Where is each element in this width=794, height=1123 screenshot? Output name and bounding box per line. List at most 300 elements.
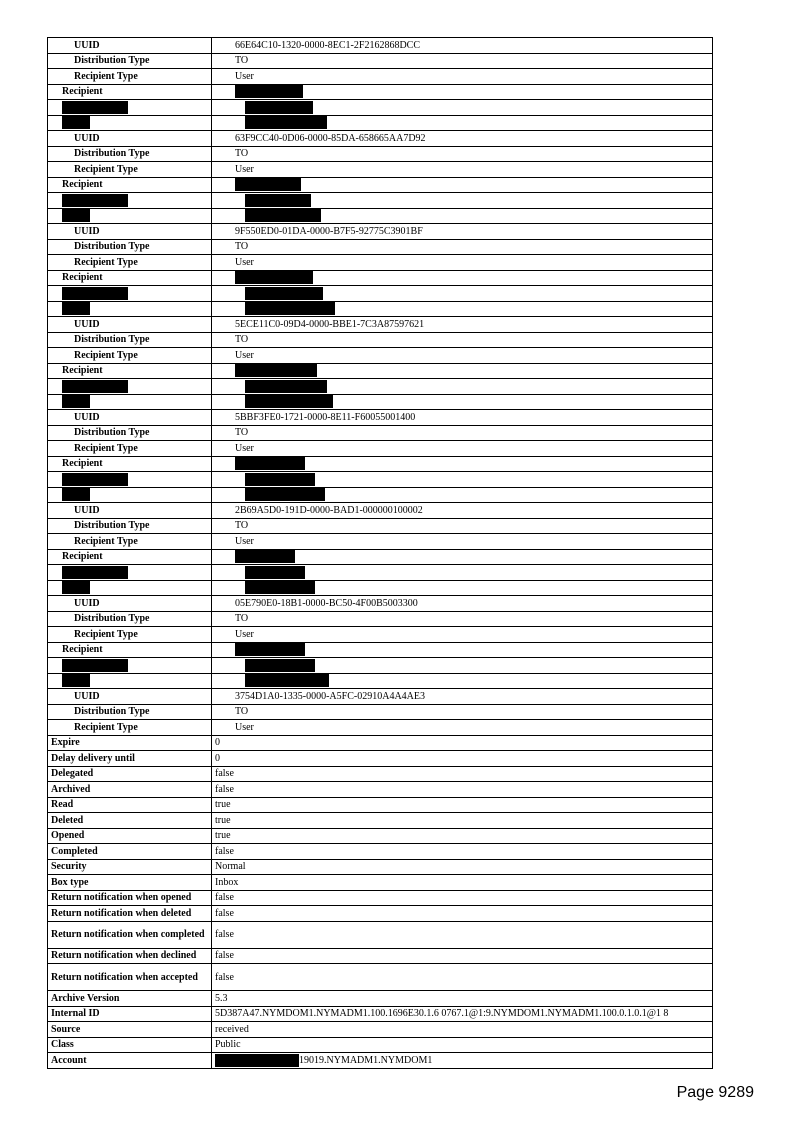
field-value-text: true	[215, 814, 231, 826]
field-label	[48, 991, 212, 1007]
record-rows	[48, 38, 713, 1069]
field-value-text: Public	[215, 1039, 241, 1051]
redaction-bar	[62, 287, 128, 300]
table-row	[48, 596, 713, 612]
field-value	[212, 720, 713, 736]
field-value-text: User	[235, 628, 254, 640]
field-label-text: Recipient Type	[74, 442, 138, 454]
table-row	[48, 813, 713, 829]
field-label	[48, 487, 212, 503]
field-value-text: true	[215, 799, 231, 811]
table-row	[48, 115, 713, 131]
field-value	[212, 379, 713, 395]
field-label	[48, 797, 212, 813]
field-value-text: 63F9CC40-0D06-0000-85DA-658665AA7D92	[235, 132, 426, 144]
field-value-text: TO	[235, 613, 249, 625]
table-row	[48, 410, 713, 426]
field-label-text: Delay delivery until	[51, 752, 135, 764]
table-row	[48, 456, 713, 472]
field-label-text: Distribution Type	[74, 334, 150, 346]
table-row	[48, 100, 713, 116]
field-label	[48, 379, 212, 395]
field-label-text: Return notification when declined	[51, 950, 197, 962]
table-row	[48, 658, 713, 674]
field-value	[212, 317, 713, 333]
field-label-text: Recipient	[62, 458, 103, 470]
field-value-text: 66E64C10-1320-0000-8EC1-2F2162868DCC	[235, 39, 420, 51]
field-label	[48, 782, 212, 798]
field-value	[212, 410, 713, 426]
table-row	[48, 38, 713, 54]
field-value-text: 9F550ED0-01DA-0000-B7F5-92775C3901BF	[235, 225, 423, 237]
field-value	[212, 964, 713, 991]
field-value	[212, 611, 713, 627]
redaction-bar	[62, 566, 128, 579]
field-label-text: Recipient Type	[74, 256, 138, 268]
redaction-bar	[245, 116, 327, 129]
field-value-text: 5BBF3FE0-1721-0000-8E11-F60055001400	[235, 411, 416, 423]
redaction-bar	[245, 209, 321, 222]
field-value-text: TO	[235, 334, 249, 346]
field-label-text: Deleted	[51, 814, 84, 826]
field-label	[48, 193, 212, 209]
table-row	[48, 828, 713, 844]
field-label	[48, 270, 212, 286]
table-row	[48, 177, 713, 193]
redaction-bar	[62, 302, 90, 315]
field-value-text: User	[235, 721, 254, 733]
field-label-text: Recipient Type	[74, 535, 138, 547]
record-table	[47, 37, 713, 1069]
table-row	[48, 487, 713, 503]
table-row	[48, 503, 713, 519]
field-label	[48, 964, 212, 991]
field-value-text: TO	[235, 148, 249, 160]
field-value	[212, 69, 713, 85]
table-row	[48, 964, 713, 991]
redaction-bar	[62, 101, 128, 114]
field-label-text: Recipient Type	[74, 163, 138, 175]
field-value	[212, 890, 713, 906]
field-label-text: UUID	[74, 318, 100, 330]
field-value-text: false	[215, 845, 234, 857]
table-row	[48, 890, 713, 906]
field-label	[48, 751, 212, 767]
field-value	[212, 472, 713, 488]
table-row	[48, 673, 713, 689]
field-value	[212, 704, 713, 720]
field-label-text: Recipient	[62, 86, 103, 98]
field-label	[48, 596, 212, 612]
field-value	[212, 84, 713, 100]
redaction-bar	[245, 287, 323, 300]
field-value	[212, 991, 713, 1007]
redaction-bar	[245, 674, 329, 687]
redaction-bar	[245, 566, 305, 579]
field-value	[212, 906, 713, 922]
field-value-text: User	[235, 70, 254, 82]
field-label	[48, 425, 212, 441]
field-value-text: 2B69A5D0-191D-0000-BAD1-000000100002	[235, 504, 423, 516]
field-label	[48, 363, 212, 379]
table-row	[48, 301, 713, 317]
redaction-bar	[235, 643, 305, 656]
table-row	[48, 704, 713, 720]
field-label-text: Return notification when deleted	[51, 907, 192, 919]
field-label	[48, 131, 212, 147]
table-row	[48, 224, 713, 240]
table-row	[48, 53, 713, 69]
field-label	[48, 673, 212, 689]
table-row	[48, 782, 713, 798]
field-label-text: Class	[51, 1039, 74, 1051]
table-row	[48, 1053, 713, 1069]
field-value-text: User	[235, 349, 254, 361]
field-value	[212, 487, 713, 503]
table-row	[48, 906, 713, 922]
table-row	[48, 286, 713, 302]
field-label	[48, 534, 212, 550]
field-value	[212, 146, 713, 162]
field-value-text: false	[215, 971, 234, 983]
field-label	[48, 549, 212, 565]
field-label	[48, 53, 212, 69]
field-value	[212, 394, 713, 410]
redaction-bar	[235, 178, 301, 191]
field-value-text: 5.3	[215, 992, 228, 1004]
field-label	[48, 224, 212, 240]
field-value	[212, 813, 713, 829]
redaction-bar	[245, 194, 311, 207]
field-value	[212, 627, 713, 643]
field-label-text: UUID	[74, 504, 100, 516]
redaction-bar	[62, 488, 90, 501]
field-label-text: Distribution Type	[74, 613, 150, 625]
field-value	[212, 208, 713, 224]
field-label-text: Source	[51, 1023, 81, 1035]
field-label	[48, 875, 212, 891]
field-label	[48, 255, 212, 271]
table-row	[48, 611, 713, 627]
redaction-bar	[62, 674, 90, 687]
field-value-text: Inbox	[215, 876, 239, 888]
table-row	[48, 208, 713, 224]
field-value-text: TO	[235, 55, 249, 67]
field-label-text: Distribution Type	[74, 55, 150, 67]
table-row	[48, 270, 713, 286]
redaction-bar	[245, 395, 333, 408]
field-value	[212, 177, 713, 193]
field-label	[48, 565, 212, 581]
field-value-text: User	[235, 535, 254, 547]
field-value-text: 3754D1A0-1335-0000-A5FC-02910A4A4AE3	[235, 690, 425, 702]
field-label-text: Box type	[51, 876, 89, 888]
table-row	[48, 348, 713, 364]
field-value-text: 19019.NYMADM1.NYMDOM1	[299, 1054, 433, 1066]
table-row	[48, 991, 713, 1007]
table-row	[48, 921, 713, 948]
table-row	[48, 1022, 713, 1038]
table-row	[48, 689, 713, 705]
redaction-bar	[62, 380, 128, 393]
table-row	[48, 1006, 713, 1022]
field-value	[212, 53, 713, 69]
field-label-text: Read	[51, 799, 74, 811]
field-label-text: Return notification when opened	[51, 892, 192, 904]
field-value	[212, 301, 713, 317]
field-value	[212, 565, 713, 581]
field-label	[48, 813, 212, 829]
field-label	[48, 642, 212, 658]
field-label	[48, 394, 212, 410]
field-value	[212, 689, 713, 705]
redaction-bar	[245, 473, 315, 486]
field-value	[212, 658, 713, 674]
field-value	[212, 286, 713, 302]
field-label	[48, 580, 212, 596]
field-value	[212, 797, 713, 813]
field-label	[48, 1022, 212, 1038]
field-value-text: TO	[235, 706, 249, 718]
redaction-bar	[235, 271, 313, 284]
field-label	[48, 518, 212, 534]
field-value-text: 5ECE11C0-09D4-0000-BBE1-7C3A87597621	[235, 318, 425, 330]
field-label	[48, 720, 212, 736]
field-label	[48, 301, 212, 317]
table-row	[48, 332, 713, 348]
field-label-text: Distribution Type	[74, 148, 150, 160]
field-label-text: UUID	[74, 225, 100, 237]
field-label-text: Recipient Type	[74, 721, 138, 733]
field-label-text: Account	[51, 1054, 87, 1066]
field-value	[212, 224, 713, 240]
table-row	[48, 735, 713, 751]
redaction-bar	[245, 101, 313, 114]
table-row	[48, 425, 713, 441]
redaction-bar	[62, 395, 90, 408]
field-label-text: Recipient	[62, 272, 103, 284]
table-row	[48, 84, 713, 100]
field-label	[48, 441, 212, 457]
field-label-text: Expire	[51, 737, 80, 749]
redaction-bar	[62, 194, 128, 207]
field-label-text: Distribution Type	[74, 241, 150, 253]
redaction-bar	[245, 659, 315, 672]
table-row	[48, 146, 713, 162]
field-value	[212, 270, 713, 286]
table-row	[48, 642, 713, 658]
field-value	[212, 859, 713, 875]
field-label	[48, 704, 212, 720]
field-value-text: 05E790E0-18B1-0000-BC50-4F00B5003300	[235, 597, 418, 609]
field-label	[48, 890, 212, 906]
field-label	[48, 115, 212, 131]
table-row	[48, 875, 713, 891]
field-label	[48, 1037, 212, 1053]
table-row	[48, 627, 713, 643]
field-label	[48, 689, 212, 705]
table-row	[48, 472, 713, 488]
redaction-bar	[245, 581, 315, 594]
field-value-text: User	[235, 442, 254, 454]
table-row	[48, 549, 713, 565]
table-row	[48, 441, 713, 457]
table-row	[48, 162, 713, 178]
field-value-text: true	[215, 830, 231, 842]
field-label	[48, 317, 212, 333]
field-label-text: Recipient	[62, 551, 103, 563]
redaction-bar	[62, 116, 90, 129]
field-label	[48, 472, 212, 488]
redaction-bar	[62, 659, 128, 672]
field-value-text: 0	[215, 737, 220, 749]
table-row	[48, 518, 713, 534]
field-value	[212, 348, 713, 364]
field-value-text: TO	[235, 241, 249, 253]
field-label-text: UUID	[74, 39, 100, 51]
field-value-text: Normal	[215, 861, 246, 873]
field-value	[212, 766, 713, 782]
field-value	[212, 1053, 713, 1069]
field-label-text: Distribution Type	[74, 427, 150, 439]
field-label	[48, 503, 212, 519]
field-value-text: User	[235, 163, 254, 175]
field-label	[48, 658, 212, 674]
field-label-text: Internal ID	[51, 1008, 100, 1020]
field-label-text: UUID	[74, 411, 100, 423]
field-value	[212, 363, 713, 379]
field-label	[48, 38, 212, 54]
table-row	[48, 239, 713, 255]
field-label	[48, 766, 212, 782]
field-label-text: Completed	[51, 845, 98, 857]
table-row	[48, 1037, 713, 1053]
field-value	[212, 1037, 713, 1053]
field-label-text: Delegated	[51, 768, 94, 780]
field-label	[48, 828, 212, 844]
field-label-text: Distribution Type	[74, 520, 150, 532]
field-label-text: UUID	[74, 597, 100, 609]
field-value-text: TO	[235, 520, 249, 532]
field-value	[212, 239, 713, 255]
field-label	[48, 84, 212, 100]
table-row	[48, 797, 713, 813]
field-label-text: Recipient	[62, 179, 103, 191]
redaction-bar	[62, 581, 90, 594]
field-label-text: Recipient Type	[74, 628, 138, 640]
redaction-bar	[235, 457, 305, 470]
field-value	[212, 425, 713, 441]
field-label-text: Opened	[51, 830, 85, 842]
field-value	[212, 38, 713, 54]
table-row	[48, 193, 713, 209]
field-label-text: Recipient Type	[74, 70, 138, 82]
field-value	[212, 131, 713, 147]
field-label-text: Return notification when completed	[51, 929, 205, 940]
redaction-bar	[235, 364, 317, 377]
field-label	[48, 859, 212, 875]
field-label	[48, 239, 212, 255]
field-value	[212, 456, 713, 472]
table-row	[48, 317, 713, 333]
field-value	[212, 596, 713, 612]
field-value	[212, 518, 713, 534]
field-value	[212, 1006, 713, 1022]
table-row	[48, 379, 713, 395]
field-label-text: Distribution Type	[74, 706, 150, 718]
field-value-text: false	[215, 783, 234, 795]
field-value	[212, 162, 713, 178]
field-label-text: UUID	[74, 690, 100, 702]
field-label	[48, 948, 212, 964]
field-value	[212, 642, 713, 658]
field-value-text: false	[215, 950, 234, 962]
field-label-text: Recipient	[62, 644, 103, 656]
field-value	[212, 255, 713, 271]
redaction-bar	[235, 85, 303, 98]
field-value	[212, 549, 713, 565]
field-value-text: User	[235, 256, 254, 268]
field-label-text: Recipient Type	[74, 349, 138, 361]
field-label	[48, 456, 212, 472]
field-value-text: 5D387A47.NYMDOM1.NYMADM1.100.1696E30.1.6 0767.1@1:9.NYMDOM1.NYMADM1.100.0.1.0.1@1 8	[215, 1008, 669, 1020]
field-label-text: Archive Version	[51, 992, 120, 1004]
table-row	[48, 948, 713, 964]
table-row	[48, 69, 713, 85]
field-label	[48, 906, 212, 922]
field-value	[212, 735, 713, 751]
field-value-text: 0	[215, 752, 220, 764]
field-value	[212, 193, 713, 209]
field-value-text: false	[215, 929, 234, 940]
field-value	[212, 441, 713, 457]
field-value	[212, 673, 713, 689]
table-row	[48, 766, 713, 782]
field-label	[48, 286, 212, 302]
table-row	[48, 534, 713, 550]
redaction-bar	[245, 488, 325, 501]
table-row	[48, 255, 713, 271]
field-value	[212, 100, 713, 116]
field-label-text: Recipient	[62, 365, 103, 377]
field-label-text: Archived	[51, 783, 91, 795]
field-label-text: Security	[51, 861, 87, 873]
table-row	[48, 394, 713, 410]
field-value-text: false	[215, 892, 234, 904]
field-value	[212, 948, 713, 964]
field-value-text: false	[215, 768, 234, 780]
field-label	[48, 146, 212, 162]
field-label-text: Return notification when accepted	[51, 971, 198, 983]
redaction-bar	[235, 550, 295, 563]
field-label	[48, 162, 212, 178]
field-value-text: false	[215, 907, 234, 919]
field-label	[48, 1053, 212, 1069]
field-label	[48, 208, 212, 224]
table-row	[48, 720, 713, 736]
field-label	[48, 69, 212, 85]
table-row	[48, 131, 713, 147]
field-value	[212, 844, 713, 860]
field-label	[48, 611, 212, 627]
field-value-text: TO	[235, 427, 249, 439]
table-row	[48, 751, 713, 767]
table-row	[48, 859, 713, 875]
field-value	[212, 921, 713, 948]
field-label-text: UUID	[74, 132, 100, 144]
field-value	[212, 115, 713, 131]
table-row	[48, 580, 713, 596]
